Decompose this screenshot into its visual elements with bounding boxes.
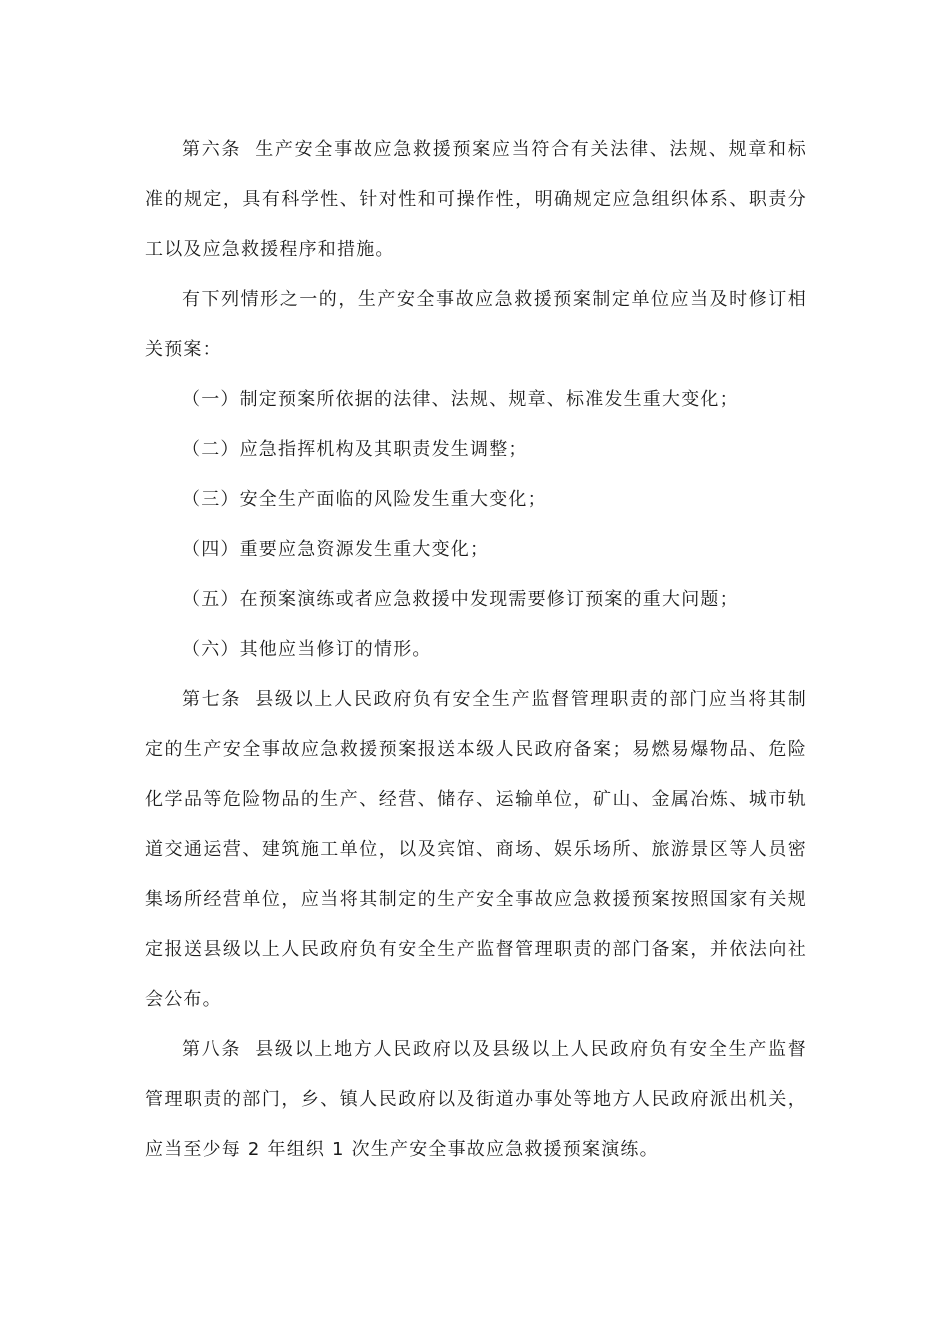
article-6-label: 第六条 (182, 139, 242, 160)
revision-item-4: （四）重要应急资源发生重大变化； (182, 539, 490, 560)
article-8-paragraph (145, 1025, 807, 1175)
article-7-text: 县级以上人民政府负有安全生产监督管理职责的部门应当将其制定的生产安全事故应急救援预案报送本级人民政府备案；易燃易爆物品、危险化学品等危险物品的生产、经营、储存、运输单位，矿山、金属冶炼、城市轨道交通运营、建筑施工单位，以及宾馆、商场、娱乐场所、旅游景区等人员密集场所经营单位，应当将其制定的生产安全事故应急救援预案按照国家有关规定报送县级以上人民政府负有安全生产监督管理职责的部门备案，并依法向社会公布。 (145, 689, 807, 1010)
article-7-label: 第七条 (182, 689, 242, 710)
revision-item-3: （三）安全生产面临的风险发生重大变化； (182, 489, 547, 510)
revision-item-5: （五）在预案演练或者应急救援中发现需要修订预案的重大问题； (182, 589, 739, 610)
revision-item-2: （二）应急指挥机构及其职责发生调整； (182, 439, 528, 460)
article-6-paragraph (145, 125, 807, 275)
revision-item-1: （一）制定预案所依据的法律、法规、规章、标准发生重大变化； (182, 389, 739, 410)
revision-intro-paragraph: 有下列情形之一的，生产安全事故应急救援预案制定单位应当及时修订相关预案： (145, 289, 807, 360)
revision-item-6: （六）其他应当修订的情形。 (182, 639, 432, 660)
article-7-paragraph (145, 675, 807, 1025)
document-body (145, 125, 807, 1175)
article-8-text: 县级以上地方人民政府以及县级以上人民政府负有安全生产监督管理职责的部门，乡、镇人民政府以及街道办事处等地方人民政府派出机关，应当至少每 2 年组织 1 次生产安全事故应急救援预案演练。 (145, 1039, 807, 1160)
article-6-text: 生产安全事故应急救援预案应当符合有关法律、法规、规章和标准的规定，具有科学性、针对性和可操作性，明确规定应急组织体系、职责分工以及应急救援程序和措施。 (145, 139, 807, 260)
article-8-label: 第八条 (182, 1039, 242, 1060)
